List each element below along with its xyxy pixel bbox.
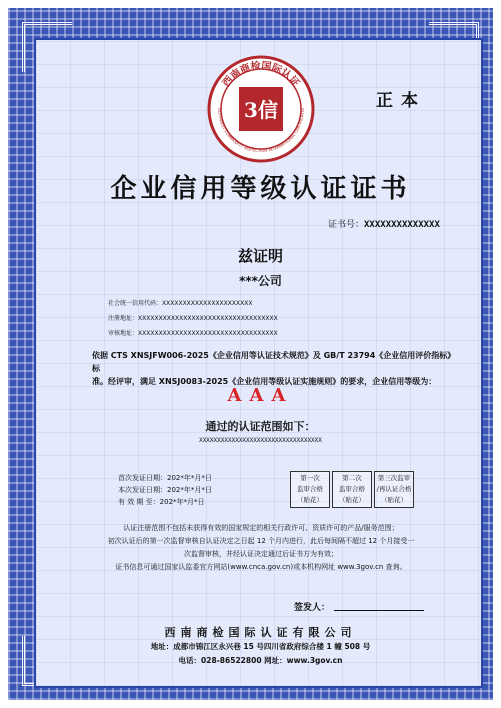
seal-org-name: 西南商检国际认证 bbox=[220, 60, 302, 90]
certificate-number-label: 证书号： bbox=[328, 220, 365, 230]
registered-address-label: 注册地址： bbox=[108, 315, 139, 322]
note-line: 认证注册范围不包括未获得有效的国家规定的相关行政许可、资质许可的产品/服务范围； bbox=[123, 524, 399, 532]
note-line: 次监督审核，并经认证决定通过后证书方为有效； bbox=[184, 550, 338, 558]
stamp-line: 监审合格 bbox=[297, 485, 323, 493]
credit-code-row bbox=[108, 298, 252, 307]
note-line: 证书信息可通过国家认监委官方网站(www.cnca.gov.cn)或本机构网址 www.3gov.cn 查询。 bbox=[115, 563, 407, 571]
scope-value: XXXXXXXXXXXXXXXXXXXXXXXXXXXXXXXXXX bbox=[199, 437, 322, 444]
stamp-line: 第三次监审 bbox=[377, 474, 411, 482]
credit-code-label: 社会统一信用代码： bbox=[108, 300, 163, 307]
stamp-line: 第二次 bbox=[342, 474, 362, 482]
stamp-line: （贴花） bbox=[339, 496, 365, 504]
certification-seal-icon bbox=[206, 54, 316, 164]
stamp-box-first bbox=[290, 471, 330, 508]
credit-grade: AAA bbox=[227, 385, 294, 406]
seal-center-mark: 3信 bbox=[244, 98, 278, 122]
audit-address-label: 审核地址： bbox=[108, 330, 139, 337]
audit-address-row bbox=[108, 328, 278, 337]
seal-org-name-en: OUTHWEST COMMODITY INSPECTION INTERNATIONAL CERTIFICATIO bbox=[216, 107, 306, 154]
expiry-date: 有 效 期 至：202*年*月*日 bbox=[118, 498, 205, 506]
stamp-line: 第一次 bbox=[300, 474, 320, 482]
certificate-border bbox=[8, 8, 493, 700]
issue-dates bbox=[118, 472, 212, 508]
certificate-number bbox=[328, 217, 440, 230]
certify-heading: 兹证明 bbox=[237, 247, 283, 265]
registered-address-value: XXXXXXXXXXXXXXXXXXXXXXXXXXXXXXXXXX bbox=[138, 315, 278, 322]
certificate-number-value: XXXXXXXXXXXXXX bbox=[364, 220, 440, 230]
stamp-box-third bbox=[374, 471, 414, 508]
issuing-organization: 西南商检国际认证有限公司 bbox=[164, 626, 357, 639]
signature-line bbox=[334, 610, 424, 611]
stamp-box-second bbox=[332, 471, 372, 508]
stamp-line: /再认证合格 bbox=[376, 485, 412, 493]
signature-label: 签发人： bbox=[294, 603, 331, 613]
organization-address: 地址：成都市锦江区永兴巷 15 号四川省政府综合楼 1 幢 508 号 bbox=[150, 642, 371, 651]
certification-basis bbox=[92, 349, 452, 388]
stamp-line: 监审合格 bbox=[339, 485, 365, 493]
audit-address-value: XXXXXXXXXXXXXXXXXXXXXXXXXXXXXXXXXX bbox=[138, 330, 278, 337]
surveillance-stamp-boxes bbox=[290, 471, 414, 508]
original-copy-mark: 正本 bbox=[376, 91, 426, 111]
certificate-title: 企业信用等级认证证书 bbox=[110, 174, 411, 204]
certificate-body bbox=[34, 38, 483, 688]
note-line: 初次认证后的第一次监督审核自认证决定之日起 12 个月内进行，此后每间隔不超过 12 个月接受一 bbox=[107, 537, 415, 545]
scope-title: 通过的认证范围如下： bbox=[205, 420, 316, 433]
credit-code-value: XXXXXXXXXXXXXXXXXXXXXX bbox=[162, 300, 253, 307]
certificate-notes bbox=[66, 522, 456, 574]
company-name: ***公司 bbox=[239, 274, 282, 288]
organization-contact: 电话：028-86522800 网址：www.3gov.cn bbox=[178, 656, 343, 665]
stamp-line: （贴花） bbox=[297, 496, 323, 504]
first-issue-date: 首次发证日期：202*年*月*日 bbox=[118, 474, 212, 482]
basis-line: 准。经评审，满足 XNSJ0083-2025《企业信用等级认证实施规则》的要求，企业信用等级为： bbox=[92, 377, 437, 386]
registered-address-row bbox=[108, 313, 278, 322]
current-issue-date: 本次发证日期：202*年*月*日 bbox=[118, 486, 212, 494]
basis-line: 依据 CTS XNSJFW006-2025《企业信用等认证技术规范》及 GB/T 23794《企业信用评价指标》标 bbox=[92, 351, 452, 373]
stamp-line: （贴花） bbox=[381, 496, 407, 504]
